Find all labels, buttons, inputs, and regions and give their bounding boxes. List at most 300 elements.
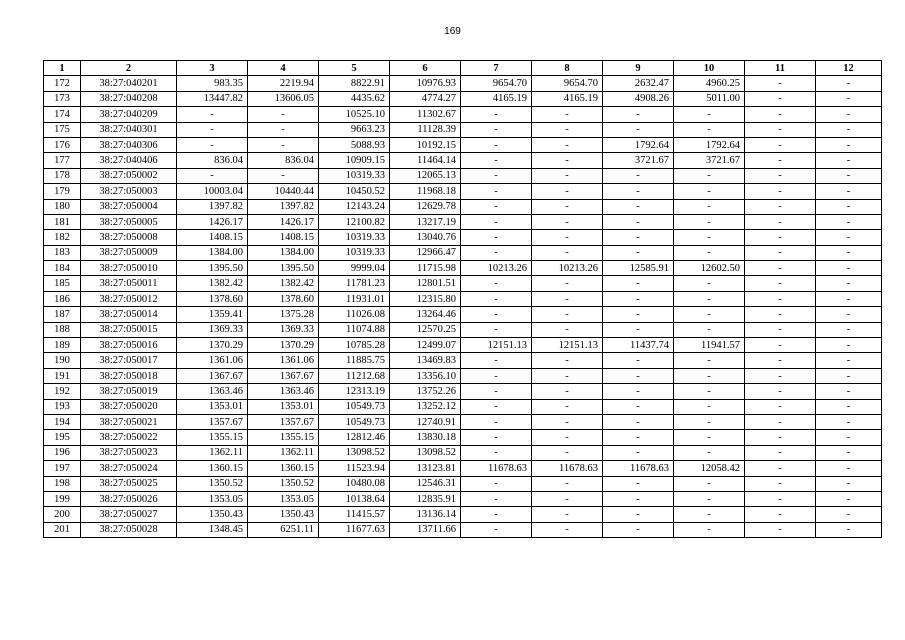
table-cell: 38:27:040406 xyxy=(81,153,177,168)
table-cell: 2219.94 xyxy=(248,76,319,91)
table-cell: 1360.15 xyxy=(248,461,319,476)
table-cell: 12801.51 xyxy=(390,276,461,291)
column-header: 4 xyxy=(248,61,319,76)
table-cell: - xyxy=(603,276,674,291)
column-header: 2 xyxy=(81,61,177,76)
table-cell: 1348.45 xyxy=(177,522,248,537)
table-row xyxy=(44,291,882,306)
table-cell: 10213.26 xyxy=(461,261,532,276)
table-cell: - xyxy=(816,322,882,337)
table-cell: - xyxy=(816,230,882,245)
table-cell: - xyxy=(532,399,603,414)
table-cell: - xyxy=(461,307,532,322)
table-cell: 173 xyxy=(44,91,81,106)
table-cell: 11885.75 xyxy=(319,353,390,368)
table-row xyxy=(44,461,882,476)
table-row xyxy=(44,76,882,91)
table-cell: - xyxy=(674,476,745,491)
table-cell: 1353.01 xyxy=(248,399,319,414)
table-cell: - xyxy=(603,214,674,229)
table-cell: 11941.57 xyxy=(674,338,745,353)
table-cell: - xyxy=(816,137,882,152)
table-cell: - xyxy=(532,153,603,168)
table-cell: - xyxy=(603,245,674,260)
table-cell: 6251.11 xyxy=(248,522,319,537)
table-body xyxy=(44,76,882,538)
table-row xyxy=(44,230,882,245)
table-cell: - xyxy=(816,122,882,137)
table-cell: - xyxy=(532,430,603,445)
table-cell: - xyxy=(745,276,816,291)
table-cell: - xyxy=(745,322,816,337)
table-cell: 11464.14 xyxy=(390,153,461,168)
table-cell: 1353.01 xyxy=(177,399,248,414)
table-cell: 12740.91 xyxy=(390,414,461,429)
table-cell: 12151.13 xyxy=(461,338,532,353)
table-cell: - xyxy=(674,491,745,506)
table-cell: - xyxy=(461,153,532,168)
table-cell: 10440.44 xyxy=(248,184,319,199)
table-cell: 38:27:050005 xyxy=(81,214,177,229)
table-cell: 1378.60 xyxy=(177,291,248,306)
table-cell: 180 xyxy=(44,199,81,214)
column-header: 6 xyxy=(390,61,461,76)
table-cell: 11678.63 xyxy=(532,461,603,476)
table-row xyxy=(44,137,882,152)
table-cell: 8822.91 xyxy=(319,76,390,91)
table-cell: 1360.15 xyxy=(177,461,248,476)
table-cell: 178 xyxy=(44,168,81,183)
table-cell: 189 xyxy=(44,338,81,353)
table-cell: - xyxy=(745,107,816,122)
table-row xyxy=(44,184,882,199)
table-cell: - xyxy=(816,507,882,522)
table-cell: - xyxy=(603,168,674,183)
table-cell: - xyxy=(177,137,248,152)
table-cell: - xyxy=(816,153,882,168)
table-cell: 1367.67 xyxy=(248,368,319,383)
table-cell: - xyxy=(674,414,745,429)
table-cell: 10319.33 xyxy=(319,230,390,245)
table-cell: - xyxy=(532,353,603,368)
table-cell: 1426.17 xyxy=(248,214,319,229)
table-cell: - xyxy=(248,122,319,137)
table-row xyxy=(44,91,882,106)
table-cell: - xyxy=(745,491,816,506)
table-cell: 13098.52 xyxy=(319,445,390,460)
table-cell: 4165.19 xyxy=(532,91,603,106)
table-cell: 12966.47 xyxy=(390,245,461,260)
table-cell: 4774.27 xyxy=(390,91,461,106)
table-cell: 12570.25 xyxy=(390,322,461,337)
table-cell: - xyxy=(816,476,882,491)
table-cell: 11437.74 xyxy=(603,338,674,353)
table-cell: - xyxy=(674,168,745,183)
table-cell: 11931.01 xyxy=(319,291,390,306)
table-cell: - xyxy=(461,107,532,122)
table-cell: 38:27:050027 xyxy=(81,507,177,522)
table-cell: 38:27:040208 xyxy=(81,91,177,106)
table-cell: 198 xyxy=(44,476,81,491)
table-cell: - xyxy=(816,368,882,383)
table-cell: 10785.28 xyxy=(319,338,390,353)
table-header xyxy=(44,61,882,76)
table-cell: - xyxy=(816,91,882,106)
table-cell: 38:27:050003 xyxy=(81,184,177,199)
table-row xyxy=(44,276,882,291)
table-cell: 38:27:050011 xyxy=(81,276,177,291)
table-cell: 1370.29 xyxy=(177,338,248,353)
table-cell: 186 xyxy=(44,291,81,306)
table-row xyxy=(44,322,882,337)
table-cell: 9654.70 xyxy=(461,76,532,91)
table-cell: 38:27:050018 xyxy=(81,368,177,383)
table-cell: - xyxy=(674,368,745,383)
table-cell: - xyxy=(816,399,882,414)
table-cell: 11128.39 xyxy=(390,122,461,137)
table-row xyxy=(44,507,882,522)
table-cell: - xyxy=(532,307,603,322)
table-cell: 12315.80 xyxy=(390,291,461,306)
table-cell: 12313.19 xyxy=(319,384,390,399)
table-cell: 38:27:050016 xyxy=(81,338,177,353)
table-cell: 1353.05 xyxy=(177,491,248,506)
data-table xyxy=(43,60,882,538)
table-cell: 181 xyxy=(44,214,81,229)
table-cell: 38:27:050004 xyxy=(81,199,177,214)
table-cell: 4960.25 xyxy=(674,76,745,91)
table-cell: - xyxy=(816,76,882,91)
table-cell: - xyxy=(816,168,882,183)
table-cell: - xyxy=(461,399,532,414)
table-cell: 1350.52 xyxy=(248,476,319,491)
table-cell: - xyxy=(532,107,603,122)
table-cell: 10525.10 xyxy=(319,107,390,122)
table-cell: 38:27:040209 xyxy=(81,107,177,122)
table-cell: - xyxy=(745,184,816,199)
table-cell: 38:27:040201 xyxy=(81,76,177,91)
table-cell: 12812.46 xyxy=(319,430,390,445)
table-cell: - xyxy=(674,122,745,137)
table-cell: 12602.50 xyxy=(674,261,745,276)
table-row xyxy=(44,245,882,260)
table-cell: 13040.76 xyxy=(390,230,461,245)
table-cell: 179 xyxy=(44,184,81,199)
table-cell: 38:27:050012 xyxy=(81,291,177,306)
column-header: 1 xyxy=(44,61,81,76)
table-cell: 1355.15 xyxy=(248,430,319,445)
table-cell: - xyxy=(461,384,532,399)
table-cell: - xyxy=(532,414,603,429)
table-cell: 5011.00 xyxy=(674,91,745,106)
table-cell: - xyxy=(461,491,532,506)
table-cell: 12065.13 xyxy=(390,168,461,183)
table-cell: 38:27:050025 xyxy=(81,476,177,491)
table-cell: 201 xyxy=(44,522,81,537)
table-cell: 11212.68 xyxy=(319,368,390,383)
table-cell: 1350.43 xyxy=(177,507,248,522)
table-cell: 195 xyxy=(44,430,81,445)
table-cell: - xyxy=(745,230,816,245)
table-cell: 38:27:050024 xyxy=(81,461,177,476)
table-cell: 11781.23 xyxy=(319,276,390,291)
table-cell: - xyxy=(816,491,882,506)
table-cell: 1363.46 xyxy=(248,384,319,399)
table-cell: 1363.46 xyxy=(177,384,248,399)
table-cell: 38:27:050010 xyxy=(81,261,177,276)
table-row xyxy=(44,107,882,122)
table-cell: - xyxy=(816,430,882,445)
table-cell: - xyxy=(177,107,248,122)
table-row xyxy=(44,368,882,383)
table-cell: 1382.42 xyxy=(177,276,248,291)
table-cell: - xyxy=(745,338,816,353)
table-cell: - xyxy=(461,353,532,368)
table-cell: - xyxy=(532,507,603,522)
table-cell: 1355.15 xyxy=(177,430,248,445)
table-cell: 38:27:050020 xyxy=(81,399,177,414)
table-cell: - xyxy=(816,199,882,214)
table-cell: 13123.81 xyxy=(390,461,461,476)
table-cell: 1361.06 xyxy=(177,353,248,368)
table-cell: 191 xyxy=(44,368,81,383)
table-cell: - xyxy=(745,522,816,537)
table-cell: - xyxy=(603,430,674,445)
table-cell: 11415.57 xyxy=(319,507,390,522)
table-cell: 172 xyxy=(44,76,81,91)
table-cell: 1357.67 xyxy=(177,414,248,429)
table-cell: - xyxy=(674,430,745,445)
table-cell: - xyxy=(461,368,532,383)
table-cell: - xyxy=(745,445,816,460)
table-cell: 13136.14 xyxy=(390,507,461,522)
table-row xyxy=(44,430,882,445)
table-cell: 193 xyxy=(44,399,81,414)
table-row xyxy=(44,522,882,537)
table-cell: - xyxy=(177,122,248,137)
table-cell: - xyxy=(532,199,603,214)
table-cell: - xyxy=(461,214,532,229)
table-cell: - xyxy=(816,522,882,537)
table-cell: 10909.15 xyxy=(319,153,390,168)
table-cell: 192 xyxy=(44,384,81,399)
table-cell: - xyxy=(603,445,674,460)
table-cell: - xyxy=(745,507,816,522)
table-cell: - xyxy=(532,322,603,337)
table-cell: 12546.31 xyxy=(390,476,461,491)
table-cell: - xyxy=(603,491,674,506)
table-cell: - xyxy=(745,414,816,429)
table-cell: - xyxy=(248,168,319,183)
table-cell: 38:27:040301 xyxy=(81,122,177,137)
table-cell: 188 xyxy=(44,322,81,337)
table-cell: 9654.70 xyxy=(532,76,603,91)
table-cell: - xyxy=(745,476,816,491)
table-cell: - xyxy=(461,414,532,429)
table-cell: 1357.67 xyxy=(248,414,319,429)
table-cell: 13606.05 xyxy=(248,91,319,106)
table-cell: 1369.33 xyxy=(248,322,319,337)
table-cell: - xyxy=(816,276,882,291)
table-cell: - xyxy=(674,199,745,214)
table-cell: 12100.82 xyxy=(319,214,390,229)
table-cell: 11074.88 xyxy=(319,322,390,337)
table-cell: 5088.93 xyxy=(319,137,390,152)
table-cell: 9999.04 xyxy=(319,261,390,276)
table-cell: - xyxy=(532,384,603,399)
table-cell: - xyxy=(816,214,882,229)
table-cell: 38:27:050015 xyxy=(81,322,177,337)
table-cell: 13356.10 xyxy=(390,368,461,383)
table-cell: 38:27:050009 xyxy=(81,245,177,260)
table-cell: 3721.67 xyxy=(674,153,745,168)
table-cell: 13752.26 xyxy=(390,384,461,399)
table-cell: - xyxy=(674,507,745,522)
table-cell: 12835.91 xyxy=(390,491,461,506)
table-cell: - xyxy=(674,291,745,306)
table-cell: 1362.11 xyxy=(248,445,319,460)
table-cell: - xyxy=(603,384,674,399)
table-cell: - xyxy=(532,522,603,537)
table-cell: 1397.82 xyxy=(177,199,248,214)
table-cell: - xyxy=(745,122,816,137)
table-cell: - xyxy=(745,307,816,322)
table-cell: - xyxy=(532,445,603,460)
column-header: 12 xyxy=(816,61,882,76)
table-cell: - xyxy=(745,199,816,214)
table-row xyxy=(44,414,882,429)
table-cell: - xyxy=(674,353,745,368)
table-cell: - xyxy=(674,307,745,322)
table-row xyxy=(44,122,882,137)
table-cell: 190 xyxy=(44,353,81,368)
table-cell: 1792.64 xyxy=(603,137,674,152)
table-cell: - xyxy=(603,291,674,306)
table-cell: - xyxy=(816,384,882,399)
table-cell: 38:27:040306 xyxy=(81,137,177,152)
header-row xyxy=(44,61,882,76)
table-cell: 12151.13 xyxy=(532,338,603,353)
table-cell: - xyxy=(745,245,816,260)
table-cell: - xyxy=(603,107,674,122)
table-cell: 11715.98 xyxy=(390,261,461,276)
table-cell: - xyxy=(461,322,532,337)
table-cell: 10192.15 xyxy=(390,137,461,152)
table-cell: 10549.73 xyxy=(319,399,390,414)
table-row xyxy=(44,153,882,168)
table-cell: 11678.63 xyxy=(461,461,532,476)
table-cell: 38:27:050014 xyxy=(81,307,177,322)
table-cell: 983.35 xyxy=(177,76,248,91)
table-row xyxy=(44,384,882,399)
table-cell: 2632.47 xyxy=(603,76,674,91)
table-cell: - xyxy=(603,507,674,522)
table-cell: - xyxy=(816,461,882,476)
table-cell: 13264.46 xyxy=(390,307,461,322)
table-cell: 1361.06 xyxy=(248,353,319,368)
table-cell: 1375.28 xyxy=(248,307,319,322)
table-cell: 197 xyxy=(44,461,81,476)
table-cell: - xyxy=(177,168,248,183)
table-cell: - xyxy=(674,445,745,460)
table-cell: 200 xyxy=(44,507,81,522)
table-cell: 182 xyxy=(44,230,81,245)
table-cell: - xyxy=(461,168,532,183)
column-header: 5 xyxy=(319,61,390,76)
table-cell: - xyxy=(816,338,882,353)
table-cell: - xyxy=(816,353,882,368)
table-cell: 1384.00 xyxy=(177,245,248,260)
table-cell: - xyxy=(745,91,816,106)
table-cell: 12585.91 xyxy=(603,261,674,276)
table-cell: - xyxy=(816,107,882,122)
table-cell: - xyxy=(532,214,603,229)
table-cell: - xyxy=(816,414,882,429)
table-cell: - xyxy=(532,476,603,491)
table-row xyxy=(44,199,882,214)
table-cell: 12499.07 xyxy=(390,338,461,353)
table-cell: 1408.15 xyxy=(177,230,248,245)
table-cell: - xyxy=(603,322,674,337)
table-cell: 11968.18 xyxy=(390,184,461,199)
table-cell: 13252.12 xyxy=(390,399,461,414)
table-cell: - xyxy=(603,368,674,383)
table-cell: 10976.93 xyxy=(390,76,461,91)
table-cell: 1362.11 xyxy=(177,445,248,460)
table-cell: 1378.60 xyxy=(248,291,319,306)
table-cell: - xyxy=(603,522,674,537)
table-cell: - xyxy=(745,430,816,445)
table-cell: - xyxy=(674,184,745,199)
column-header: 7 xyxy=(461,61,532,76)
table-cell: - xyxy=(461,199,532,214)
table-cell: - xyxy=(816,261,882,276)
table-cell: - xyxy=(461,445,532,460)
table-row xyxy=(44,353,882,368)
table-cell: - xyxy=(816,445,882,460)
table-cell: 183 xyxy=(44,245,81,260)
table-cell: - xyxy=(532,291,603,306)
table-row xyxy=(44,476,882,491)
table-cell: 4165.19 xyxy=(461,91,532,106)
table-cell: - xyxy=(816,291,882,306)
table-cell: - xyxy=(532,245,603,260)
table-cell: 1395.50 xyxy=(248,261,319,276)
table-cell: - xyxy=(745,153,816,168)
table-cell: 174 xyxy=(44,107,81,122)
table-cell: - xyxy=(603,184,674,199)
table-cell: - xyxy=(745,399,816,414)
table-cell: 38:27:050017 xyxy=(81,353,177,368)
table-cell: 38:27:050002 xyxy=(81,168,177,183)
table-cell: 13098.52 xyxy=(390,445,461,460)
table-cell: - xyxy=(674,245,745,260)
table-cell: 12143.24 xyxy=(319,199,390,214)
table-cell: - xyxy=(745,368,816,383)
table-cell: - xyxy=(745,168,816,183)
table-cell: - xyxy=(674,399,745,414)
table-cell: - xyxy=(603,230,674,245)
table-cell: 10480.08 xyxy=(319,476,390,491)
table-cell: - xyxy=(461,430,532,445)
column-header: 3 xyxy=(177,61,248,76)
table-cell: 1370.29 xyxy=(248,338,319,353)
table-cell: - xyxy=(603,414,674,429)
table-cell: 10213.26 xyxy=(532,261,603,276)
table-cell: 836.04 xyxy=(177,153,248,168)
table-cell: - xyxy=(532,122,603,137)
table-cell: - xyxy=(745,137,816,152)
